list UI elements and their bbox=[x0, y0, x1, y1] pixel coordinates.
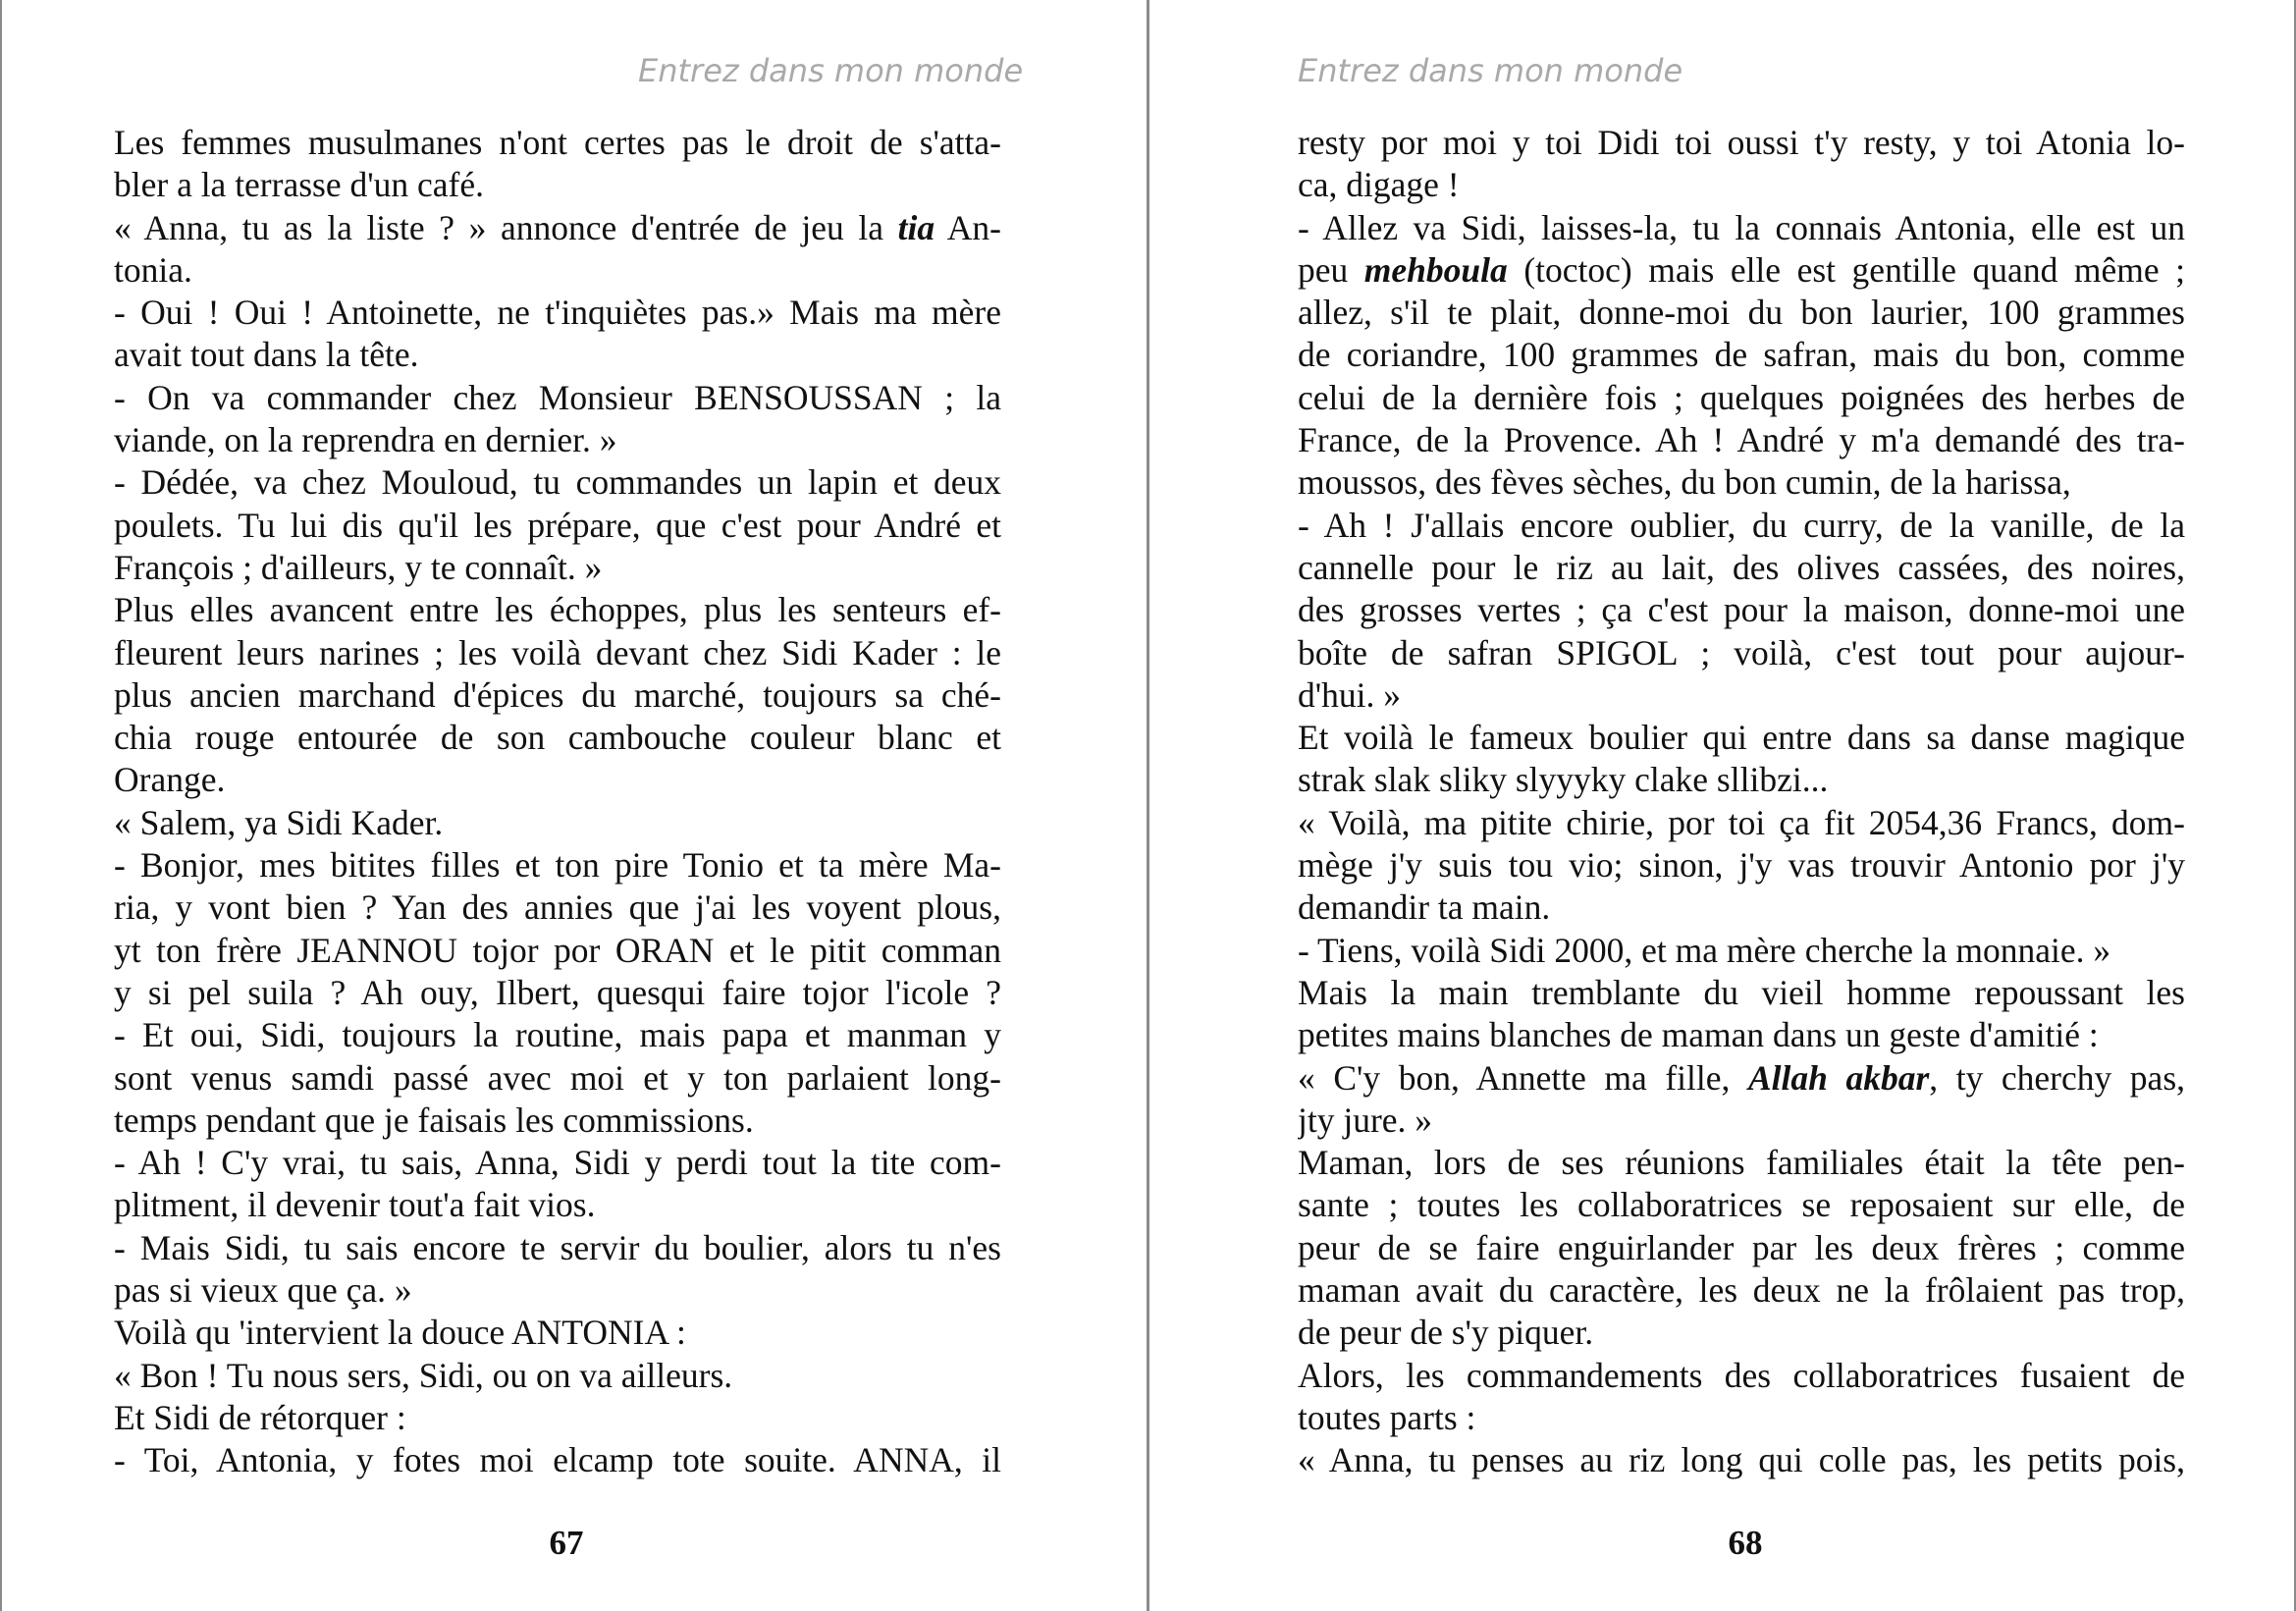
text-line: sont venus samdi passé avec moi et y ton parlaient long- bbox=[114, 1057, 1001, 1098]
text-line: Orange. bbox=[114, 760, 226, 800]
text-line: boîte de safran SPIGOL ; voilà, c'est tout pour aujour- bbox=[1298, 632, 2185, 672]
text-line: avait tout dans la tête. bbox=[114, 335, 419, 375]
running-head: Entrez dans mon monde bbox=[1298, 52, 1683, 89]
text-line: fleurent leurs narines ; les voilà devant chez Sidi Kader : le bbox=[114, 632, 1001, 672]
page-number: 68 bbox=[1728, 1524, 1763, 1562]
text-line: - Ah ! C'y vrai, tu sais, Anna, Sidi y perdi tout la tite com- bbox=[114, 1143, 1001, 1183]
text-line: Alors, les commandements des collaboratrices fusaient de bbox=[1298, 1355, 2185, 1395]
text-line: tonia. bbox=[114, 249, 192, 290]
emphasized-word: tia bbox=[897, 207, 935, 247]
body-text bbox=[1298, 122, 2185, 1482]
text-line: - Ah ! J'allais encore oublier, du curry, de la vanille, de la bbox=[1298, 505, 2185, 545]
text-line: petites mains blanches de maman dans un geste d'amitié : bbox=[1298, 1015, 2099, 1055]
text-line: des grosses vertes ; ça c'est pour la maison, donne-moi une bbox=[1298, 590, 2185, 630]
text-line: - Allez va Sidi, laisses-la, tu la connais Antonia, elle est un bbox=[1298, 207, 2185, 247]
text-line: « Voilà, ma pitite chirie, por toi ça fit 2054,36 Francs, dom- bbox=[1298, 802, 2185, 842]
text-line: mège j'y suis tou vio; sinon, j'y vas trouvir Antonio por j'y bbox=[1298, 845, 2185, 886]
text-line: de coriandre, 100 grammes de safran, mais du bon, comme bbox=[1298, 335, 2185, 375]
text-line: Voilà qu 'intervient la douce ANTONIA : bbox=[114, 1313, 686, 1353]
text-line: Mais la main tremblante du vieil homme repoussant les bbox=[1298, 972, 2185, 1012]
text-segment: (toctoc) mais elle est gentille quand même ; bbox=[1507, 249, 2185, 290]
text-line: viande, on la reprendra en dernier. » bbox=[114, 420, 617, 460]
text-line: d'hui. » bbox=[1298, 674, 1402, 715]
text-line: Les femmes musulmanes n'ont certes pas le droit de s'atta- bbox=[114, 123, 1001, 162]
text-line: poulets. Tu lui dis qu'il les prépare, que c'est pour André et bbox=[114, 505, 1001, 545]
text-line: - Mais Sidi, tu sais encore te servir du boulier, alors tu n'es bbox=[114, 1227, 1001, 1267]
text-segment: « Anna, tu as la liste ? » annonce d'entrée de jeu la bbox=[114, 207, 898, 247]
text-line: yt ton frère JEANNOU tojor por ORAN et le pitit comman bbox=[114, 930, 1001, 970]
text-line: Plus elles avancent entre les échoppes, plus les senteurs ef- bbox=[114, 590, 1001, 630]
text-line bbox=[1298, 249, 2185, 292]
text-line: - Tiens, voilà Sidi 2000, et ma mère cherche la monnaie. » bbox=[1298, 930, 2111, 970]
text-line: strak slak sliky slyyyky clake sllibzi... bbox=[1298, 760, 1829, 800]
text-segment: peu bbox=[1298, 249, 1364, 290]
body-text bbox=[114, 122, 1001, 1482]
text-line: ca, digage ! bbox=[1298, 165, 1460, 205]
right-page bbox=[1148, 0, 2296, 1611]
text-line: plitment, il devenir tout'a fait vios. bbox=[114, 1185, 596, 1225]
text-line bbox=[114, 207, 1001, 249]
text-line: allez, s'il te plait, donne-moi du bon laurier, 100 grammes bbox=[1298, 293, 2185, 333]
text-line: Et Sidi de rétorquer : bbox=[114, 1397, 406, 1437]
text-line: de peur de s'y piquer. bbox=[1298, 1313, 1594, 1353]
text-line: Et voilà le fameux boulier qui entre dans sa danse magique bbox=[1298, 718, 2185, 758]
text-line: maman avait du caractère, les deux ne la frôlaient pas trop, bbox=[1298, 1270, 2185, 1311]
text-line: resty por moi y toi Didi toi oussi t'y resty, y toi Atonia lo- bbox=[1298, 123, 2185, 162]
text-line: temps pendant que je faisais les commissions. bbox=[114, 1100, 754, 1140]
text-line: toutes parts : bbox=[1298, 1397, 1476, 1437]
text-line: « Anna, tu penses au riz long qui colle pas, les petits pois, bbox=[1298, 1440, 2185, 1480]
text-line: jty jure. » bbox=[1298, 1100, 1433, 1140]
text-line: - Toi, Antonia, y fotes moi elcamp tote souite. ANNA, il bbox=[114, 1440, 1001, 1480]
text-line: France, de la Provence. Ah ! André y m'a demandé des tra- bbox=[1298, 420, 2185, 460]
text-line: peur de se faire enguirlander par les deux frères ; comme bbox=[1298, 1227, 2185, 1267]
running-head: Entrez dans mon monde bbox=[638, 52, 1024, 89]
emphasized-word: mehboula bbox=[1363, 249, 1508, 290]
text-line: - Bonjor, mes bitites filles et ton pire Tonio et ta mère Ma- bbox=[114, 845, 1001, 886]
emphasized-word: Allah akbar bbox=[1747, 1057, 1930, 1098]
text-line: moussos, des fèves sèches, du bon cumin, de la harissa, bbox=[1298, 462, 2071, 503]
text-line: plus ancien marchand d'épices du marché, toujours sa ché- bbox=[114, 674, 1001, 715]
text-line: bler a la terrasse d'un café. bbox=[114, 165, 484, 205]
text-line: ria, y vont bien ? Yan des annies que j'ai les voyent plous, bbox=[114, 887, 1001, 928]
text-line bbox=[1298, 1057, 2185, 1100]
text-line: François ; d'ailleurs, y te connaît. » bbox=[114, 547, 603, 587]
text-segment: An- bbox=[934, 207, 1001, 247]
text-line: - Oui ! Oui ! Antoinette, ne t'inquiètes pas.» Mais ma mère bbox=[114, 293, 1001, 333]
text-line: « Bon ! Tu nous sers, Sidi, ou on va ailleurs. bbox=[114, 1355, 733, 1395]
text-segment: « C'y bon, Annette ma fille, bbox=[1298, 1057, 1748, 1098]
text-line: cannelle pour le riz au lait, des olives cassées, des noires, bbox=[1298, 547, 2185, 587]
text-line: y si pel suila ? Ah ouy, Ilbert, quesqui faire tojor l'icole ? bbox=[114, 972, 1001, 1012]
text-line: chia rouge entourée de son cambouche couleur blanc et bbox=[114, 718, 1001, 758]
text-line: - On va commander chez Monsieur BENSOUSSAN ; la bbox=[114, 377, 1001, 417]
text-line: sante ; toutes les collaboratrices se reposaient sur elle, de bbox=[1298, 1185, 2185, 1225]
text-line: demandir ta main. bbox=[1298, 887, 1551, 928]
text-segment: , ty cherchy pas, bbox=[1929, 1057, 2185, 1098]
text-line: « Salem, ya Sidi Kader. bbox=[114, 802, 444, 842]
text-line: - Dédée, va chez Mouloud, tu commandes un lapin et deux bbox=[114, 462, 1001, 503]
text-line: Maman, lors de ses réunions familiales était la tête pen- bbox=[1298, 1143, 2185, 1183]
text-line: celui de la dernière fois ; quelques poignées des herbes de bbox=[1298, 377, 2185, 417]
page-number: 67 bbox=[549, 1524, 584, 1562]
text-line: - Et oui, Sidi, toujours la routine, mais papa et manman y bbox=[114, 1015, 1001, 1055]
text-line: pas si vieux que ça. » bbox=[114, 1270, 412, 1311]
